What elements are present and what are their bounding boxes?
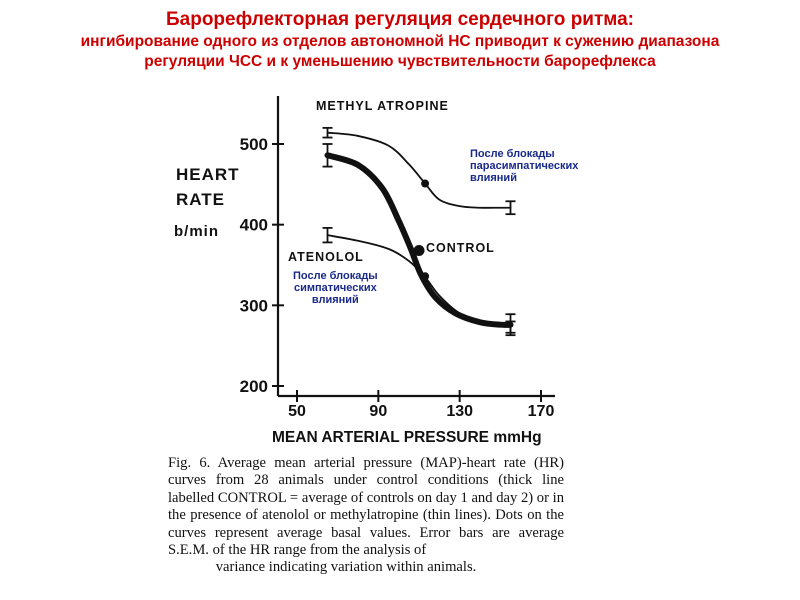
annotation-sympathetic <box>293 270 378 306</box>
annotation-line: парасимпатических <box>470 160 579 172</box>
series-label-control: CONTROL <box>426 241 495 255</box>
caption-text: Fig. 6. Average mean arterial pressure (MAP)-heart rate (HR) curves from 28 animals under control conditions (thick line labelled CONTROL = average of controls on day 1 and day 2) or in the presence of atenolol or methylatropine (thin lines). Dots on the curves represent average basal values. Error bars are average S.E.M. of the HR range from the analysis of <box>168 455 564 559</box>
x-tick-label: 50 <box>288 403 306 420</box>
y-axis-label-line: b/min <box>174 223 219 240</box>
slide-subtitle-line-2: регуляции ЧСС и к уменьшению чувствительности барорефлекса <box>144 53 656 70</box>
series-label-atenolol: ATENOLOL <box>288 250 364 264</box>
slide-title: Барорефлекторная регуляция сердечного ритма: <box>166 9 634 30</box>
series-label-methyl-atropine: METHYL ATROPINE <box>316 99 449 113</box>
annotation-line: После блокады <box>293 270 378 282</box>
basal-dot-control <box>414 245 425 256</box>
basal-dot-methyl-atropine <box>421 180 429 188</box>
annotation-parasympathetic <box>470 148 578 184</box>
x-tick-label: 130 <box>446 403 474 420</box>
y-axis-label-line: HEART <box>176 165 240 184</box>
annotation-line: После блокады <box>470 148 555 160</box>
basal-dot-atenolol <box>421 272 429 280</box>
annotation-line: влияний <box>470 172 517 184</box>
y-tick-label: 300 <box>239 296 268 316</box>
figure-caption <box>168 455 564 577</box>
caption-last-line: variance indicating variation within animals. <box>215 559 477 576</box>
y-tick-label: 400 <box>239 215 268 235</box>
y-tick-label: 200 <box>239 377 268 396</box>
y-tick-label: 500 <box>239 135 268 154</box>
x-tick-label: 170 <box>527 403 555 420</box>
x-axis-label: MEAN ARTERIAL PRESSURE mmHg <box>272 429 542 446</box>
slide-subtitle-line-1: ингибирование одного из отделов автономной НС приводит к сужению диапазона <box>80 33 720 50</box>
annotation-line: влияний <box>311 294 359 306</box>
annotation-line: симпатических <box>293 282 377 294</box>
y-axis-label-line: RATE <box>176 190 226 209</box>
x-tick-label: 90 <box>369 403 388 420</box>
